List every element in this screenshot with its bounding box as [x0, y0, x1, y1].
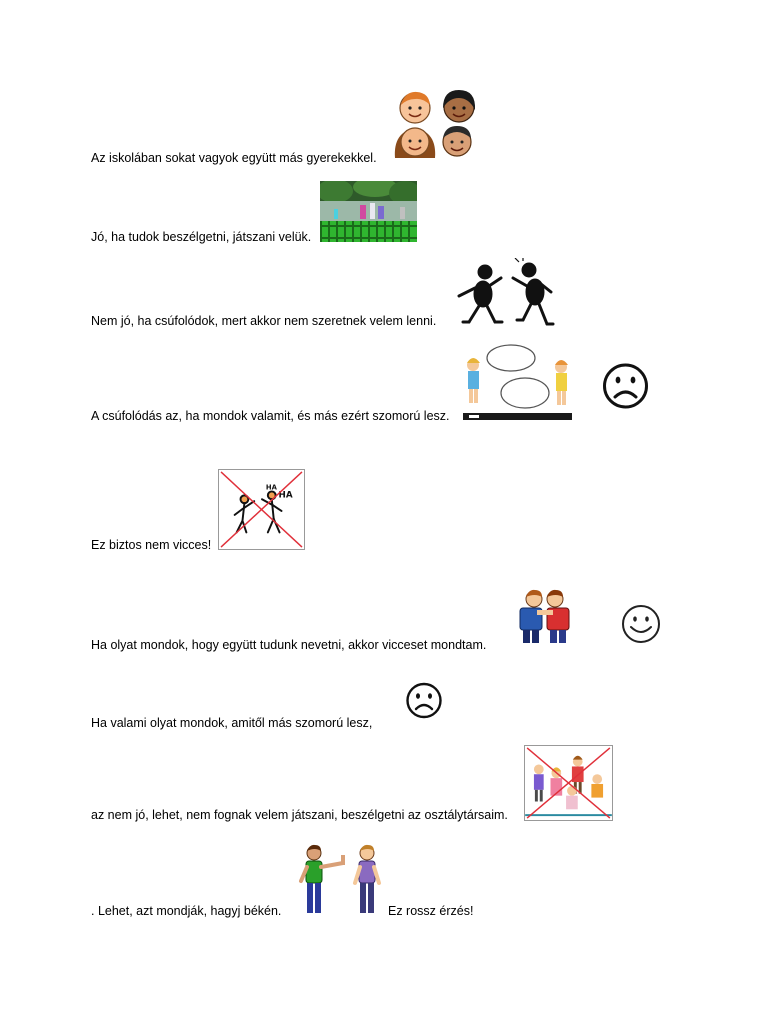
sad-face-icon-small	[405, 682, 443, 719]
playground-photo-icon	[320, 181, 417, 242]
friends-hugging-icon	[517, 588, 574, 643]
document-line-3: Nem jó, ha csúfolódok, mert akkor nem szeretnek velem lenni.	[91, 314, 437, 328]
sad-face-icon	[602, 363, 649, 409]
document-line-1: Az iskolában sokat vagyok együtt más gyerekekkel.	[91, 151, 377, 165]
smiley-face-icon	[620, 604, 662, 644]
ha-text-small: HA	[265, 483, 277, 492]
crossed-teasing-icon	[218, 469, 305, 550]
four-kids-faces-icon	[393, 88, 483, 160]
document-line-9: . Lehet, azt mondják, hagyj békén.	[91, 904, 282, 918]
ha-text: HA	[278, 490, 293, 501]
leave-me-alone-gesture-icon	[297, 843, 386, 915]
speech-bubbles-children-icon	[463, 343, 572, 420]
document-line-10: Ez rossz érzés!	[388, 904, 474, 918]
document-line-2: Jó, ha tudok beszélgetni, játszani velük.	[91, 230, 312, 244]
document-line-6: Ha olyat mondok, hogy együtt tudunk nevetni, akkor vicceset mondtam.	[91, 638, 487, 652]
crossed-children-playing-icon	[524, 745, 613, 821]
document-line-5: Ez biztos nem vicces!	[91, 538, 212, 552]
document-line-7: Ha valami olyat mondok, amitől más szomorú lesz,	[91, 716, 373, 730]
teasing-silhouettes-icon	[455, 258, 557, 328]
document-line-8: az nem jó, lehet, nem fognak velem játszani, beszélgetni az osztálytársaim.	[91, 808, 508, 822]
document-line-4: A csúfolódás az, ha mondok valamit, és más ezért szomorú lesz.	[91, 409, 450, 423]
